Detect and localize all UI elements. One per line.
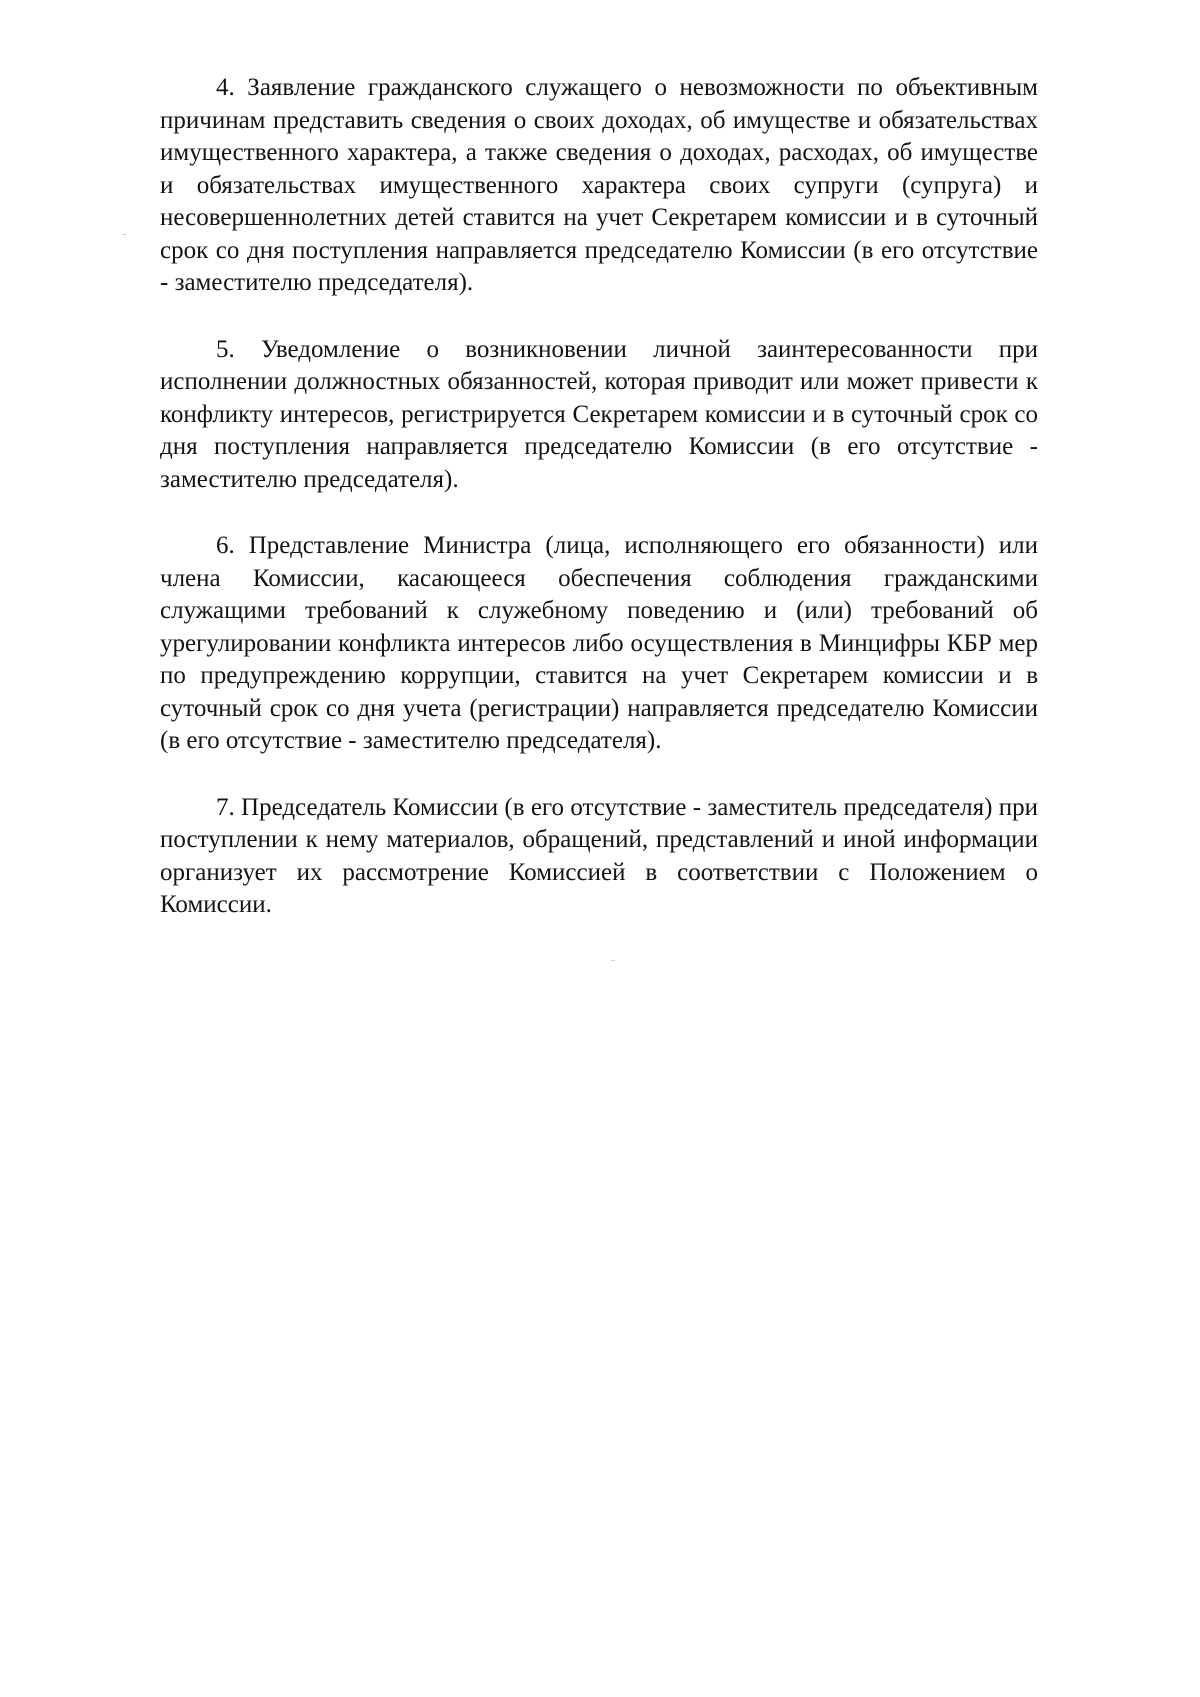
paragraph-4: 4. Заявление гражданского служащего о невозможности по объективным причинам представить сведения о своих доходах, об имуществе и обязательствах имущественного характера, а также сведения о доходах, расходах, об имуществе и обязательствах имущественного характера своих супруги (супруга) и несовершеннолетних детей ставится на учет Секретарем комиссии и в суточный срок со дня поступления направляется председателю Комиссии (в его отсутствие - заместителю председателя). bbox=[160, 74, 1038, 296]
scan-artifact bbox=[123, 234, 126, 235]
paragraph-7: 7. Председатель Комиссии (в его отсутствие - заместитель председателя) при поступлении к нему материалов, обращений, представлений и иной информации организует их рассмотрение Комиссией в соответствии с Положением о Комиссии. bbox=[160, 793, 1038, 918]
paragraph-6: 6. Представление Министра (лица, исполняющего его обязанности) или члена Комиссии, касающееся обеспечения соблюдения гражданскими служащими требований к служебному поведению и (или) требований об урегулировании конфликта интересов либо осуществления в Минцифры КБР мер по предупреждению коррупции, ставится на учет Секретарем комиссии и в суточный срок со дня учета (регистрации) направляется председателю Комиссии (в его отсутствие - заместителю председателя). bbox=[160, 532, 1038, 754]
document-body bbox=[160, 72, 1038, 956]
paragraph-5: 5. Уведомление о возникновении личной заинтересованности при исполнении должностных обязанностей, которая приводит или может привести к конфликту интересов, регистрируется Секретарем комиссии и в суточный срок со дня поступления направляется председателю Комиссии (в его отсутствие - заместителю председателя). bbox=[160, 335, 1038, 493]
scan-artifact bbox=[611, 960, 615, 961]
